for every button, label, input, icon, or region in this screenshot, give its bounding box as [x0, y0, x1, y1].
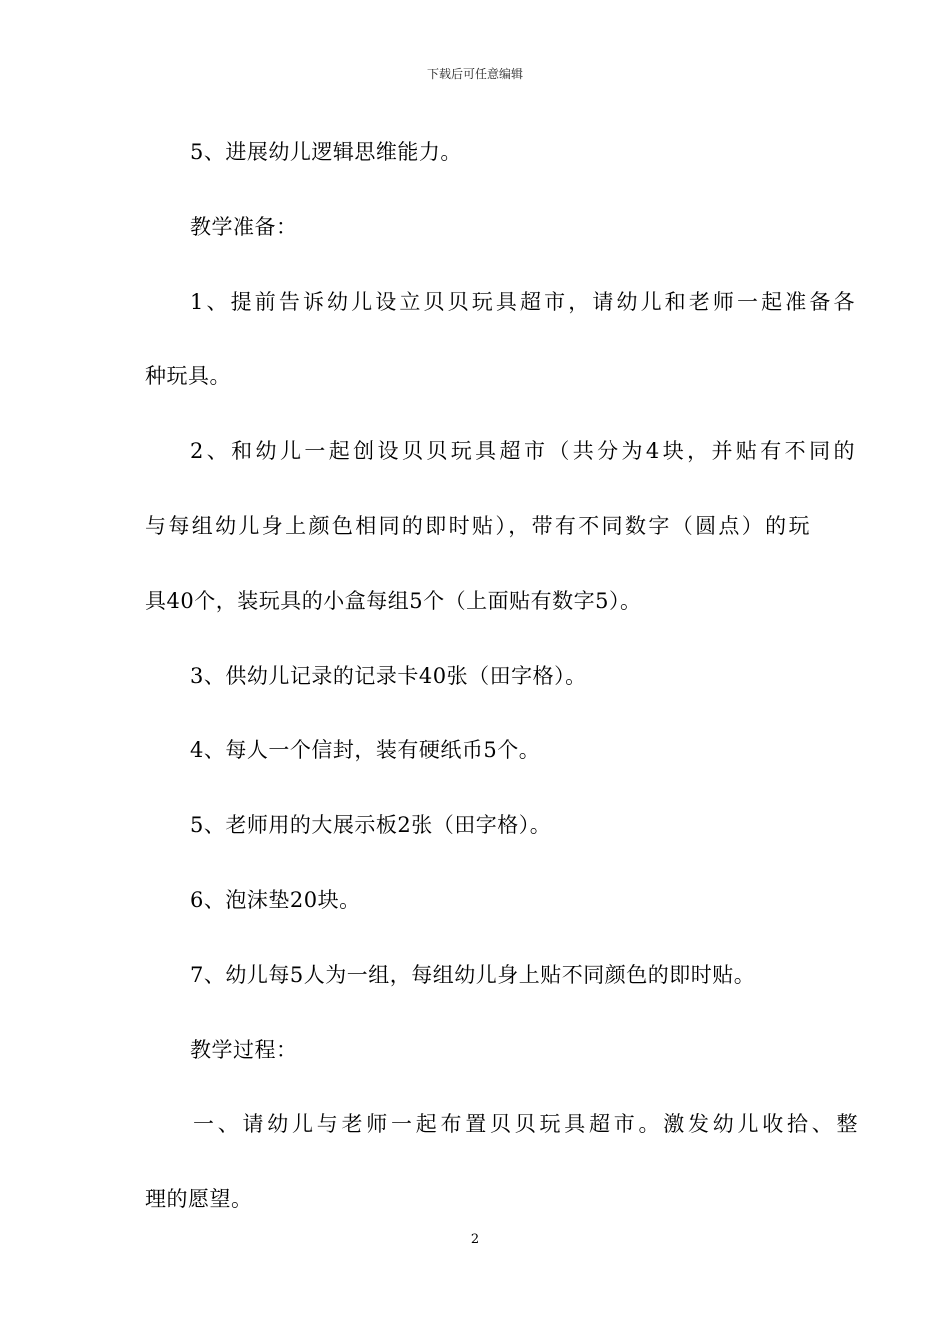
- page-number: 2: [470, 1232, 480, 1247]
- text-line: 种玩具。: [145, 364, 231, 388]
- text-line: 6、泡沫垫20块。: [190, 888, 361, 912]
- text-line: 3、供幼儿记录的记录卡40张（田字格）。: [190, 664, 587, 688]
- text-line: 7、幼儿每5人为一组，每组幼儿身上贴不同颜色的即时贴。: [190, 963, 756, 987]
- text-line: 与每组幼儿身上颜色相同的即时贴），带有不同数字（圆点）的玩: [145, 514, 810, 538]
- text-line: 一、请幼儿与老师一起布置贝贝玩具超市。激发幼儿收拾、整: [193, 1112, 858, 1136]
- text-line: 教学过程：: [190, 1038, 298, 1062]
- text-line: 4、每人一个信封，装有硬纸币5个。: [190, 738, 541, 762]
- text-line: 教学准备：: [190, 215, 298, 239]
- page-header: 下载后可任意编辑: [426, 67, 523, 81]
- text-line: 理的愿望。: [145, 1187, 253, 1211]
- text-line: 5、进展幼儿逻辑思维能力。: [190, 140, 462, 164]
- text-line: 1、提前告诉幼儿设立贝贝玩具超市，请幼儿和老师一起准备各: [190, 290, 855, 314]
- text-line: 具40个，装玩具的小盒每组5个（上面贴有数字5）。: [145, 589, 642, 613]
- text-line: 2、和幼儿一起创设贝贝玩具超市（共分为4块，并贴有不同的: [190, 439, 855, 463]
- text-line: 5、老师用的大展示板2张（田字格）。: [190, 813, 552, 837]
